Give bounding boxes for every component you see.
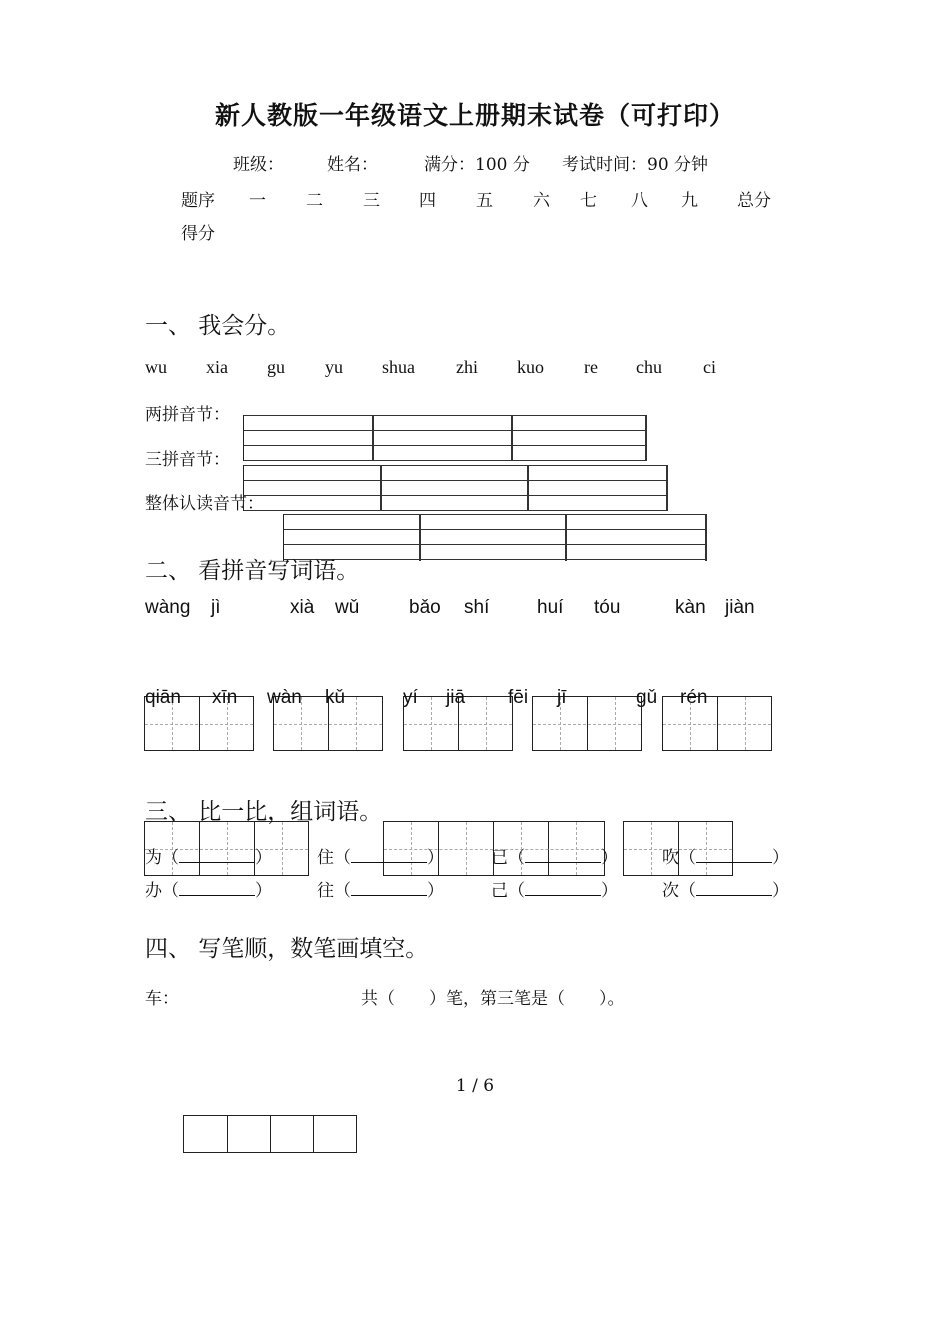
section-3-heading: 三、 比一比，组词语。 bbox=[145, 799, 383, 825]
score-table-col: 三 bbox=[363, 191, 380, 211]
pinyin: fēi bbox=[508, 687, 529, 708]
tian-grid-box[interactable] bbox=[532, 696, 642, 751]
score-table-header: 题序 bbox=[181, 191, 215, 211]
section-2-heading: 二、 看拼音写词语。 bbox=[145, 558, 360, 584]
syllable: gu bbox=[267, 357, 285, 377]
pinyin: kàn bbox=[675, 597, 706, 618]
syllable: kuo bbox=[517, 357, 544, 377]
compare-item: 已（ ） bbox=[491, 848, 618, 868]
syllable: yu bbox=[325, 357, 343, 377]
stroke-boxes[interactable] bbox=[183, 1115, 357, 1153]
pinyin: gǔ bbox=[636, 687, 658, 708]
syllable: xia bbox=[206, 357, 228, 377]
score-table-row-label: 得分 bbox=[181, 224, 215, 244]
pinyin: jī bbox=[557, 687, 567, 708]
pinyin: xià bbox=[290, 597, 315, 618]
page-number: 1 / 6 bbox=[455, 1076, 495, 1096]
syllable: ci bbox=[703, 357, 716, 377]
compare-item: 次（ ） bbox=[662, 881, 789, 901]
score-table-col: 二 bbox=[306, 191, 323, 211]
score-table-col: 总分 bbox=[737, 191, 771, 211]
score-table-col: 八 bbox=[631, 191, 648, 211]
compare-item: 办（ ） bbox=[145, 881, 272, 901]
pinyin: wàng bbox=[145, 597, 191, 618]
pinyin: xīn bbox=[212, 687, 238, 708]
three-syllable-label: 三拼音节： bbox=[145, 450, 230, 470]
writing-lines[interactable] bbox=[243, 465, 668, 511]
pinyin: bǎo bbox=[409, 597, 441, 618]
section-4-heading: 四、 写笔顺，数笔画填空。 bbox=[145, 936, 429, 962]
pinyin: kǔ bbox=[325, 687, 346, 708]
two-syllable-label: 两拼音节： bbox=[145, 405, 230, 425]
syllable: chu bbox=[636, 357, 662, 377]
pinyin: tóu bbox=[594, 597, 621, 618]
pinyin: jiā bbox=[446, 687, 466, 708]
compare-item: 住（ ） bbox=[317, 848, 444, 868]
writing-lines[interactable] bbox=[243, 415, 647, 461]
score-table-col: 一 bbox=[249, 191, 266, 211]
name-label: 姓名： bbox=[327, 155, 378, 175]
pinyin: yí bbox=[403, 687, 418, 708]
pinyin: huí bbox=[537, 597, 564, 618]
pinyin: wǔ bbox=[335, 597, 360, 618]
score-table-col: 七 bbox=[580, 191, 597, 211]
pinyin: qiān bbox=[145, 687, 181, 708]
exam-time-label: 考试时间：90 分钟 bbox=[562, 155, 709, 175]
compare-item: 往（ ） bbox=[317, 881, 444, 901]
score-table-col: 五 bbox=[476, 191, 493, 211]
pinyin: jì bbox=[211, 597, 221, 618]
section-1-heading: 一、 我会分。 bbox=[145, 313, 291, 339]
full-score-label: 满分：100 分 bbox=[424, 155, 530, 175]
syllable: shua bbox=[382, 357, 415, 377]
syllable: re bbox=[584, 357, 598, 377]
pinyin: rén bbox=[680, 687, 708, 708]
compare-item: 己（ ） bbox=[491, 881, 618, 901]
pinyin: jiàn bbox=[725, 597, 755, 618]
compare-item: 吹（ ） bbox=[662, 848, 789, 868]
class-label: 班级： bbox=[233, 155, 284, 175]
syllable: zhi bbox=[456, 357, 478, 377]
compare-item: 为（ ） bbox=[145, 848, 272, 868]
syllable: wu bbox=[145, 357, 167, 377]
pinyin: shí bbox=[464, 597, 490, 618]
score-table-col: 九 bbox=[681, 191, 698, 211]
score-table-col: 六 bbox=[533, 191, 550, 211]
page-title: 新人教版一年级语文上册期末试卷（可打印） bbox=[214, 101, 735, 130]
stroke-char-label: 车： bbox=[145, 989, 179, 1009]
whole-syllable-label: 整体认读音节： bbox=[145, 494, 264, 514]
score-table-col: 四 bbox=[419, 191, 436, 211]
tian-grid-box[interactable] bbox=[662, 696, 772, 751]
stroke-question: 共（ ）笔，第三笔是（ ）。 bbox=[361, 989, 625, 1009]
pinyin: wàn bbox=[267, 687, 302, 708]
